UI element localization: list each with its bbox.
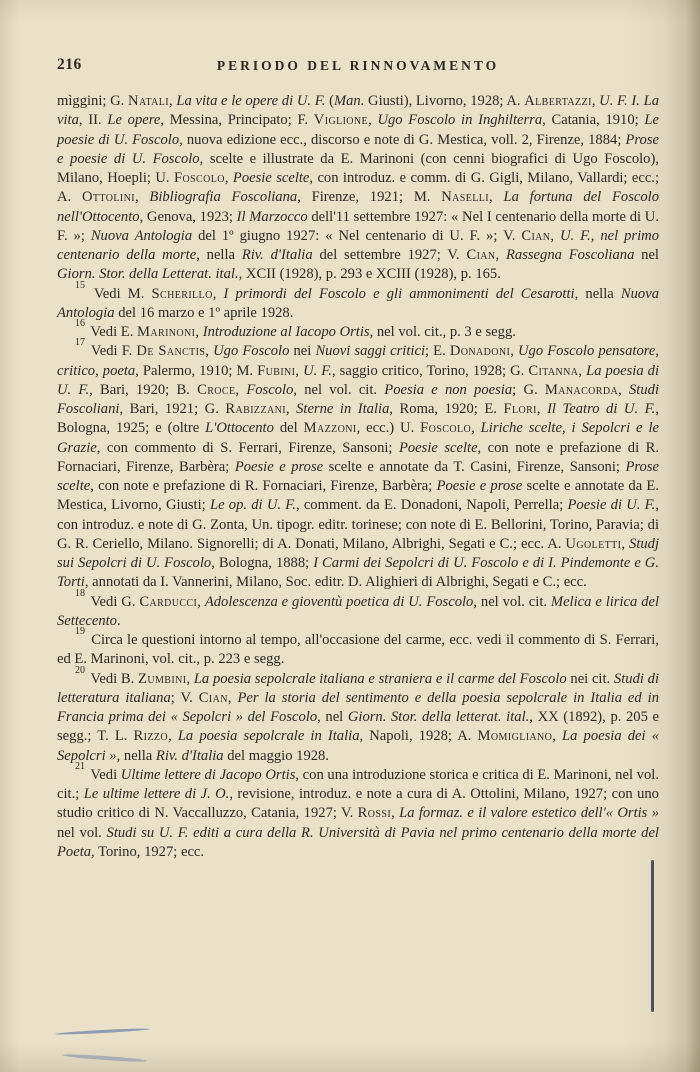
text-run: , con note e prefazione di R. Fornaciari, Firenze, Barbèra;: [57, 439, 659, 475]
work-title: Le op. di U. F.: [209, 497, 296, 514]
work-title: La formaz. e il valore estetico dell'« Ortis »: [399, 805, 659, 822]
author-name: Croce: [197, 381, 236, 398]
work-title: Prose e poesie di U. Foscolo: [57, 131, 659, 167]
text-run: del 16 marzo e 1º aprile 1928.: [114, 304, 294, 321]
text-run: , Bologna, 1925; e (oltre: [57, 401, 659, 437]
work-title: Sterne in Italia: [296, 401, 390, 417]
author-name: Viglione: [313, 112, 369, 129]
text-run: ,: [227, 689, 238, 706]
author-name: Citanna: [528, 362, 579, 379]
work-title: Il Marzocco: [236, 208, 308, 225]
text-run: scelte e annotate da E. Mestica, Livorno, Giusti;: [57, 478, 659, 514]
work-title: Prose scelte: [57, 458, 659, 494]
text-run: Vedi B.: [87, 670, 139, 687]
work-title: Giorn. Stor. della Letterat. ital.: [57, 266, 239, 283]
text-run: , Messina, Principato; F.: [160, 112, 314, 129]
author-name: Carducci: [139, 593, 198, 610]
text-run: ,: [510, 343, 518, 360]
work-title: U. F., nel primo centenario della morte: [57, 227, 659, 263]
author-name: Cian: [466, 247, 496, 263]
text-run: , Bari, 1920; B.: [89, 381, 198, 398]
text-run: , nuova edizione ecc., discorso e note di G. Mestica, voll. 2, Firenze, 1884;: [179, 131, 626, 148]
text-run: del settembre 1927; V.: [312, 247, 467, 263]
author-name: Cian: [521, 227, 551, 244]
text-run: ,: [536, 401, 548, 417]
author-name: Albertazzi: [524, 93, 592, 109]
footnote-number: 15: [75, 279, 85, 291]
work-title: Studi di letteratura italiana: [57, 670, 659, 706]
text-run: , nella: [574, 285, 621, 302]
text-run: , Palermo, 1910; M.: [135, 362, 258, 379]
text-run: ,: [134, 189, 150, 206]
work-title: Giorn. Stor. della letterat. ital.: [347, 709, 530, 725]
paragraph: [57, 318, 659, 342]
author-name: Ottolini: [81, 189, 135, 206]
text-run: , ecc.) U.: [356, 420, 421, 437]
text-run: , Napoli, 1928; A.: [359, 728, 478, 745]
page-number: 216: [57, 56, 82, 73]
text-run: ,: [285, 401, 297, 417]
text-run: ,: [550, 227, 560, 244]
running-head: [57, 56, 659, 78]
text-run: ; E.: [425, 343, 450, 360]
text-run: Giusti), Livorno, 1928; A.: [364, 93, 525, 109]
text-run: del 1º giugno 1927: « Nel centenario di U. F. »; V.: [192, 227, 522, 244]
footnote-number: 17: [75, 337, 85, 349]
text-run: , nel: [317, 709, 348, 725]
text-run: ,: [295, 362, 304, 379]
work-title: Poesie di U. F.: [567, 497, 656, 514]
work-title: Poesie e prose: [436, 478, 523, 494]
pen-mark-blue: [62, 1053, 147, 1063]
work-title: La poesia dei « Sepolcri »: [57, 728, 659, 764]
author-name: Marinoni: [137, 324, 196, 340]
author-name: Rabizzani: [225, 401, 286, 417]
footnote-number: 20: [75, 664, 85, 676]
author-name: Foscolo: [420, 420, 472, 437]
text-run: nel vol.: [57, 824, 107, 841]
text-run: , XCII (1928), p. 293 e XCIII (1928), p. 165.: [238, 266, 501, 283]
text-run: ,: [205, 343, 214, 360]
text-run: ,: [197, 593, 205, 610]
text-run: ,: [235, 381, 247, 398]
text-run: , Catania, 1910;: [542, 112, 645, 129]
text-run: , nel vol. cit.: [473, 593, 551, 610]
author-name: Naselli: [441, 189, 490, 206]
text-run: ,: [168, 728, 178, 745]
text-run: , nella: [196, 247, 242, 263]
text-run: , Genova, 1923;: [139, 208, 237, 225]
paragraph: [57, 587, 660, 632]
work-title: La poesia di U. F.: [57, 362, 660, 398]
pen-mark-vertical: [651, 860, 654, 1012]
text-run: ,: [186, 670, 194, 687]
text-run: nei cit.: [566, 670, 614, 687]
text-run: ,: [212, 285, 224, 302]
work-title: Poesie scelte: [398, 439, 478, 456]
author-name: Zumbini: [138, 670, 187, 687]
text-run: del: [273, 420, 304, 437]
text-run: , Bologna, 1888;: [211, 555, 314, 571]
text-run: ,: [368, 112, 378, 129]
text-run: , saggio critico, Torino, 1928; G.: [332, 362, 529, 379]
work-title: Le opere: [107, 112, 161, 129]
work-title: Ugo Foscolo: [213, 343, 290, 360]
work-title: Poesie e prose: [234, 458, 324, 475]
footnote-number: 21: [75, 760, 85, 772]
work-title: La vita e le opere di U. F.: [176, 93, 326, 109]
work-title: Bibliografia Foscoliana: [149, 189, 298, 206]
text-run: ,: [618, 381, 629, 398]
text-run: ; G.: [512, 381, 545, 398]
footnote-number: 16: [75, 318, 85, 330]
text-run: del maggio 1928.: [223, 747, 329, 764]
work-title: Liriche scelte, i Sepolcri e le Grazie: [57, 420, 659, 456]
text-run: ; V.: [170, 689, 199, 706]
text-run: (: [325, 93, 334, 109]
paragraph: [57, 760, 659, 862]
text-run: , con introduz. e note di G. Zonta, Un. tipogr. editr. torinese; con note di E. Bellorini, Torino, Paravia; di G. R. Ceriello, Milano. Signorelli; di A. Donati, Milano, Albrighi, Segati e C.; ecc. A.: [57, 497, 659, 552]
text-run: , Torino, 1927; ecc.: [91, 843, 205, 860]
work-title: U. F.: [303, 362, 332, 379]
work-title: L'Ottocento: [205, 420, 274, 437]
text-run: .: [116, 612, 121, 629]
text-run: Vedi F.: [87, 343, 137, 360]
author-name: Flori: [503, 401, 537, 417]
work-title: Ugo Foscolo pensatore, critico, poeta: [57, 343, 660, 379]
work-title: Ugo Foscolo in Inghilterra: [377, 112, 543, 129]
text-run: , con commento di S. Ferrari, Firenze, Sansoni;: [96, 439, 399, 456]
work-title: Melica e lirica del Settecento: [57, 593, 660, 629]
work-title: Foscolo: [246, 381, 294, 398]
work-title: La poesia sepolcrale italiana e straniera e il carme del Foscolo: [193, 670, 567, 687]
text-run: dell'11 settembre 1927: « Nel I centenario della morte di U. F. »;: [57, 208, 659, 244]
author-name: Natali: [128, 93, 170, 109]
work-title: Adolescenza e gioventù poetica di U. Foscolo: [204, 593, 474, 610]
work-title: Studj sui Sepolcri di U. Foscolo: [57, 535, 660, 571]
author-name: Scherillo: [151, 285, 213, 302]
text-run: , nel vol. cit., p. 3 e segg.: [369, 324, 516, 340]
text-run: Vedi: [87, 766, 121, 783]
book-page: [57, 56, 659, 862]
work-title: La fortuna del Foscolo nell'Ottocento: [57, 189, 660, 225]
text-run: ,: [552, 728, 563, 745]
text-run: , XX (1892), p. 205 e segg.; T. L.: [57, 709, 659, 745]
author-name: De Sanctis: [136, 343, 206, 360]
work-title: Il Teatro di U. F.: [547, 401, 656, 417]
paragraph: [57, 664, 660, 766]
text-run: ,: [471, 420, 481, 437]
author-name: Foscolo: [173, 170, 225, 186]
text-run: , con note e prefazione di R. Fornaciari, Firenze, Barbèra;: [90, 478, 437, 494]
author-name: Donadoni: [449, 343, 511, 360]
work-title: I Carmi dei Sepolcri di U. Foscolo e di I. Pindemonte e G. Torti: [57, 555, 659, 591]
work-title: Man.: [333, 93, 365, 109]
text-run: ,: [224, 170, 233, 186]
work-title: Studi su U. F. editi a cura della R. Università di Pavia nel primo centenario della morte del Poeta: [57, 824, 659, 860]
footnote-number: 18: [75, 587, 85, 599]
text-run: nei: [289, 343, 316, 360]
work-title: Le ultime lettere di J. O.: [83, 786, 230, 802]
text-run: nel: [634, 247, 659, 263]
text-run: , scelte e illustrate da E. Marinoni (con cenni biografici di Ugo Foscolo), Milano, Hoepli; U.: [57, 150, 659, 186]
text-run: ,: [195, 324, 203, 340]
author-name: Ugoletti: [565, 535, 622, 552]
work-title: Studi Foscoliani: [57, 381, 659, 417]
text-run: ,: [495, 247, 506, 263]
work-title: Poesia e non poesia: [384, 381, 513, 398]
paragraph: [57, 626, 659, 670]
work-title: Ultime lettere di Jacopo Ortis: [120, 766, 296, 783]
text-run: , comment. da E. Donadoni, Napoli, Perrella;: [295, 497, 568, 514]
author-name: Mazzoni: [303, 420, 357, 437]
author-name: Rizzo: [133, 728, 169, 745]
text-run: , nella: [116, 747, 156, 764]
text-run: ,: [489, 189, 504, 206]
page-header-title: PERIODO DEL RINNOVAMENTO: [216, 58, 500, 73]
text-run: scelte e annotate da T. Casini, Firenze, Sansoni;: [323, 458, 626, 475]
work-title: U. F. I. La vita: [57, 93, 659, 129]
work-title: Nuovi saggi critici: [315, 343, 425, 360]
text-run: , revisione, introduz. e note a cura di A. Ottolini, Milano, 1927; con uno studio critico di N. Vaccalluzzo, Catania, 1927; V.: [57, 786, 659, 822]
pen-mark-blue: [55, 1028, 150, 1036]
work-title: Introduzione al Iacopo Ortis: [202, 324, 370, 340]
text-run: , annotati da I. Vannerini, Milano, Soc. editr. D. Alighieri di Albrighi, Segati e C.; ecc.: [84, 574, 587, 591]
work-title: Riv. d'Italia: [241, 247, 313, 263]
text-run: , Bari, 1921; G.: [119, 401, 226, 417]
text-run: Circa le questioni intorno al tempo, all'occasione del carme, ecc. vedi il commento di S. Ferrari, ed E. Marinoni, vol. cit., p. 223 e segg.: [57, 632, 659, 668]
work-title: Nuova Antologia: [90, 227, 193, 244]
text-run: ,: [169, 93, 177, 109]
text-run: Vedi G.: [87, 593, 140, 610]
text-run: , II.: [78, 112, 108, 129]
author-name: Rossi: [357, 805, 392, 822]
text-run: , Firenze, 1921; M.: [297, 189, 442, 206]
text-run: , con una introduzione storica e critica di E. Marinoni, nel vol. cit.;: [57, 766, 659, 802]
footnotes-text: [57, 92, 659, 862]
work-title: Riv. d'Italia: [155, 747, 224, 764]
text-run: ,: [591, 93, 600, 109]
text-run: , nel vol. cit.: [293, 381, 385, 398]
work-title: Per la storia del sentimento e della poesia sepolcrale in Italia ed in Francia prima dei « Sepolcri » del Foscolo: [57, 689, 660, 725]
author-name: Cian: [198, 689, 228, 706]
work-title: La poesia sepolcrale in Italia: [177, 728, 360, 745]
text-run: ,: [578, 362, 587, 379]
text-run: Vedi E.: [87, 324, 137, 340]
text-run: , con introduz. e comm. di G. Gigli, Milano, Vallardi; ecc.; A.: [57, 170, 660, 206]
author-name: Momigliano: [477, 728, 553, 745]
paragraph: [57, 279, 660, 324]
text-run: , Roma, 1920; E.: [389, 401, 504, 417]
paragraph: [57, 337, 660, 592]
work-title: Poesie scelte: [232, 170, 310, 186]
text-run: ,: [621, 535, 630, 552]
work-title: Rassegna Foscoliana: [505, 247, 635, 263]
paragraph: [57, 92, 659, 285]
work-title: I primordi del Foscolo e gli ammonimenti del Cesarotti: [223, 285, 575, 302]
text-run: mìggini; G.: [57, 93, 129, 109]
footnote-number: 19: [75, 626, 85, 638]
author-name: Fubini: [257, 362, 296, 379]
text-run: Vedi M.: [87, 285, 152, 302]
work-title: Nuova Antologia: [57, 285, 660, 321]
text-run: ,: [391, 805, 400, 822]
work-title: Le poesie di U. Foscolo: [57, 112, 659, 148]
author-name: Manacorda: [544, 381, 619, 398]
